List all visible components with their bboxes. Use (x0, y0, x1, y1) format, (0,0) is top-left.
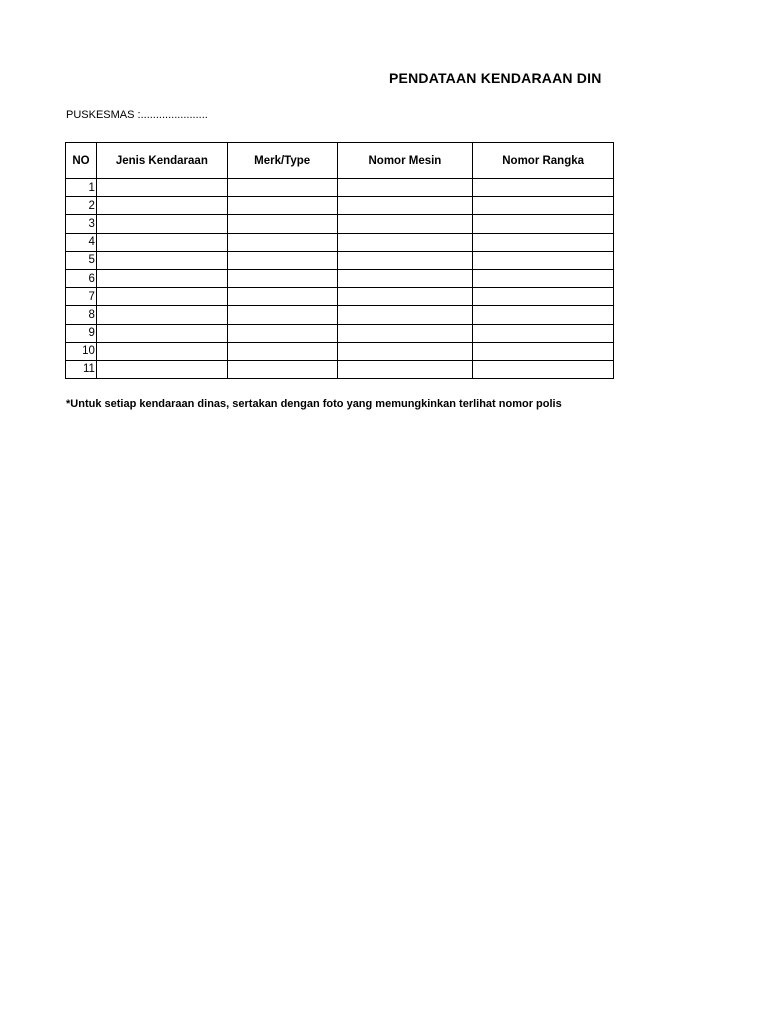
table-row (66, 197, 614, 215)
table-row (66, 306, 614, 324)
merk-type-cell[interactable] (227, 197, 337, 215)
row-number-cell: 9 (66, 324, 97, 342)
merk-type-cell[interactable] (227, 179, 337, 197)
jenis-kendaraan-cell[interactable] (96, 360, 227, 378)
nomor-rangka-cell[interactable] (473, 269, 614, 287)
header-nomor-mesin: Nomor Mesin (337, 143, 473, 179)
row-number-cell: 10 (66, 342, 97, 360)
puskesmas-label: PUSKESMAS :...................... (66, 109, 208, 121)
table-row (66, 342, 614, 360)
nomor-rangka-cell[interactable] (473, 288, 614, 306)
nomor-mesin-cell[interactable] (337, 179, 473, 197)
row-number-cell: 1 (66, 179, 97, 197)
nomor-mesin-cell[interactable] (337, 233, 473, 251)
jenis-kendaraan-cell[interactable] (96, 197, 227, 215)
merk-type-cell[interactable] (227, 269, 337, 287)
page-title: PENDATAAN KENDARAAN DIN (389, 70, 602, 86)
jenis-kendaraan-cell[interactable] (96, 215, 227, 233)
nomor-rangka-cell[interactable] (473, 179, 614, 197)
nomor-mesin-cell[interactable] (337, 288, 473, 306)
row-number-cell: 6 (66, 269, 97, 287)
jenis-kendaraan-cell[interactable] (96, 179, 227, 197)
merk-type-cell[interactable] (227, 342, 337, 360)
nomor-rangka-cell[interactable] (473, 197, 614, 215)
nomor-mesin-cell[interactable] (337, 360, 473, 378)
table-row (66, 179, 614, 197)
row-number-cell: 2 (66, 197, 97, 215)
nomor-mesin-cell[interactable] (337, 197, 473, 215)
nomor-rangka-cell[interactable] (473, 360, 614, 378)
table-body (66, 179, 614, 379)
nomor-mesin-cell[interactable] (337, 324, 473, 342)
row-number-cell: 5 (66, 251, 97, 269)
table-row (66, 324, 614, 342)
nomor-mesin-cell[interactable] (337, 306, 473, 324)
header-jenis-kendaraan: Jenis Kendaraan (96, 143, 227, 179)
nomor-mesin-cell[interactable] (337, 342, 473, 360)
header-merk-type: Merk/Type (227, 143, 337, 179)
footnote: *Untuk setiap kendaraan dinas, sertakan dengan foto yang memungkinkan terlihat nomor polis (66, 398, 562, 410)
nomor-rangka-cell[interactable] (473, 233, 614, 251)
row-number-cell: 8 (66, 306, 97, 324)
vehicle-table (65, 142, 614, 379)
nomor-rangka-cell[interactable] (473, 251, 614, 269)
merk-type-cell[interactable] (227, 306, 337, 324)
nomor-mesin-cell[interactable] (337, 251, 473, 269)
header-no: NO (66, 143, 97, 179)
merk-type-cell[interactable] (227, 233, 337, 251)
jenis-kendaraan-cell[interactable] (96, 306, 227, 324)
nomor-mesin-cell[interactable] (337, 215, 473, 233)
table-header-row (66, 143, 614, 179)
table-row (66, 233, 614, 251)
table-row (66, 288, 614, 306)
row-number-cell: 7 (66, 288, 97, 306)
nomor-mesin-cell[interactable] (337, 269, 473, 287)
header-nomor-rangka: Nomor Rangka (473, 143, 614, 179)
row-number-cell: 3 (66, 215, 97, 233)
jenis-kendaraan-cell[interactable] (96, 324, 227, 342)
jenis-kendaraan-cell[interactable] (96, 233, 227, 251)
nomor-rangka-cell[interactable] (473, 306, 614, 324)
merk-type-cell[interactable] (227, 360, 337, 378)
jenis-kendaraan-cell[interactable] (96, 251, 227, 269)
table-row (66, 360, 614, 378)
merk-type-cell[interactable] (227, 251, 337, 269)
table-row (66, 269, 614, 287)
jenis-kendaraan-cell[interactable] (96, 288, 227, 306)
merk-type-cell[interactable] (227, 288, 337, 306)
nomor-rangka-cell[interactable] (473, 324, 614, 342)
nomor-rangka-cell[interactable] (473, 342, 614, 360)
row-number-cell: 4 (66, 233, 97, 251)
table-row (66, 215, 614, 233)
merk-type-cell[interactable] (227, 324, 337, 342)
jenis-kendaraan-cell[interactable] (96, 342, 227, 360)
jenis-kendaraan-cell[interactable] (96, 269, 227, 287)
row-number-cell: 11 (66, 360, 97, 378)
nomor-rangka-cell[interactable] (473, 215, 614, 233)
merk-type-cell[interactable] (227, 215, 337, 233)
table-row (66, 251, 614, 269)
